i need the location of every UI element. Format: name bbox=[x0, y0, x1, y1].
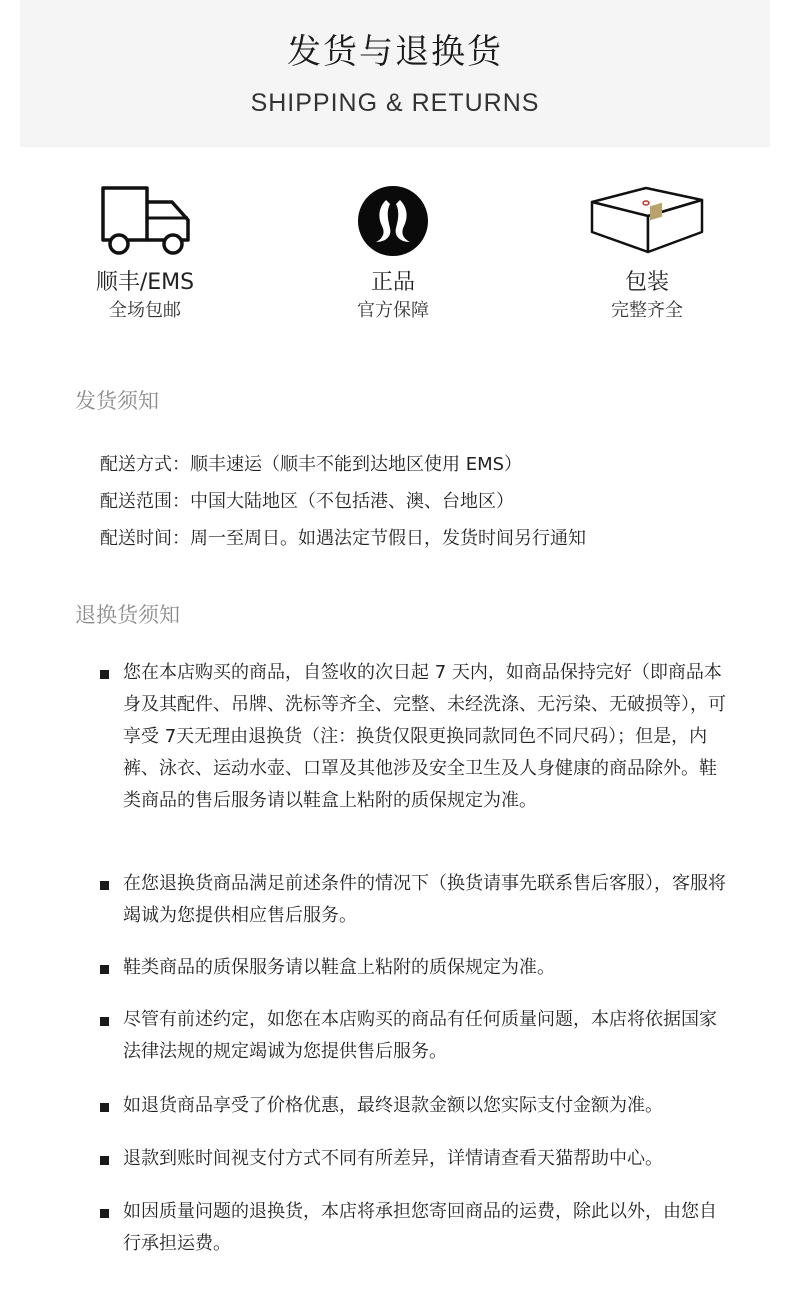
list-item bbox=[100, 1196, 730, 1260]
shipping-method: 配送方式：顺丰速运（顺丰不能到达地区使用 EMS） bbox=[100, 454, 523, 475]
list-item-text: 在您退换货商品满足前述条件的情况下（换货请事先联系售后客服），客服将竭诚为您提供相应售后服务。 bbox=[123, 873, 726, 926]
list-item-text: 您在本店购买的商品，自签收的次日起 7 天内，如商品保持完好（即商品本身及其配件、吊牌、洗标等齐全、完整、未经洗涤、无污染、无破损等），可享受 7天无理由退换货（注：换货仅限更换同款同色不同尺码）；但是，内裤、泳衣、运动水壶、口罩及其他涉及安全卫生及人身健康的商品除外。鞋类商品的售后服务请以鞋盒上粘附的质保规定为准。 bbox=[123, 662, 726, 811]
list-item-text: 鞋类商品的质保服务请以鞋盒上粘附的质保规定为准。 bbox=[123, 957, 555, 978]
list-item bbox=[100, 657, 730, 817]
list-item bbox=[100, 952, 730, 984]
feature-title: 正品 bbox=[370, 270, 415, 295]
feature-subtitle: 官方保障 bbox=[357, 300, 429, 321]
shipping-heading: 发货须知 bbox=[75, 389, 159, 413]
bullet-icon bbox=[100, 1017, 109, 1026]
list-item bbox=[100, 1090, 730, 1122]
feature-authentic bbox=[293, 180, 493, 324]
list-item bbox=[100, 1143, 730, 1175]
feature-subtitle: 全场包邮 bbox=[109, 300, 181, 321]
bullet-icon bbox=[100, 670, 109, 679]
list-item-text: 退款到账时间视支付方式不同有所差异，详情请查看天猫帮助中心。 bbox=[123, 1148, 663, 1169]
feature-packaging bbox=[547, 180, 747, 324]
shipping-time: 配送时间：周一至周日。如遇法定节假日，发货时间另行通知 bbox=[100, 528, 586, 549]
box-icon bbox=[547, 180, 747, 262]
page-title-cn: 发货与退换货 bbox=[287, 32, 503, 72]
shipping-lines bbox=[100, 446, 586, 557]
shipping-range: 配送范围：中国大陆地区（不包括港、澳、台地区） bbox=[100, 491, 514, 512]
lululemon-logo-icon bbox=[293, 180, 493, 262]
list-item-text: 如因质量问题的退换货，本店将承担您寄回商品的运费，除此以外，由您自行承担运费。 bbox=[123, 1201, 717, 1254]
header-banner bbox=[20, 0, 770, 147]
list-item-text: 尽管有前述约定，如您在本店购买的商品有任何质量问题，本店将依据国家法律法规的规定竭诚为您提供售后服务。 bbox=[123, 1009, 717, 1062]
bullet-icon bbox=[100, 1103, 109, 1112]
list-item-text: 如退货商品享受了价格优惠，最终退款金额以您实际支付金额为准。 bbox=[123, 1095, 663, 1116]
list-item bbox=[100, 868, 730, 932]
bullet-icon bbox=[100, 881, 109, 890]
feature-title: 包装 bbox=[624, 270, 669, 295]
list-item bbox=[100, 1004, 730, 1068]
page-title-en: SHIPPING & RETURNS bbox=[250, 89, 540, 117]
feature-subtitle: 完整齐全 bbox=[611, 300, 683, 321]
bullet-icon bbox=[100, 1156, 109, 1165]
bullet-icon bbox=[100, 965, 109, 974]
returns-heading: 退换货须知 bbox=[75, 603, 180, 627]
feature-shipping bbox=[45, 180, 245, 324]
truck-icon bbox=[45, 180, 245, 262]
feature-title: 顺丰/EMS bbox=[95, 270, 195, 295]
bullet-icon bbox=[100, 1209, 109, 1218]
